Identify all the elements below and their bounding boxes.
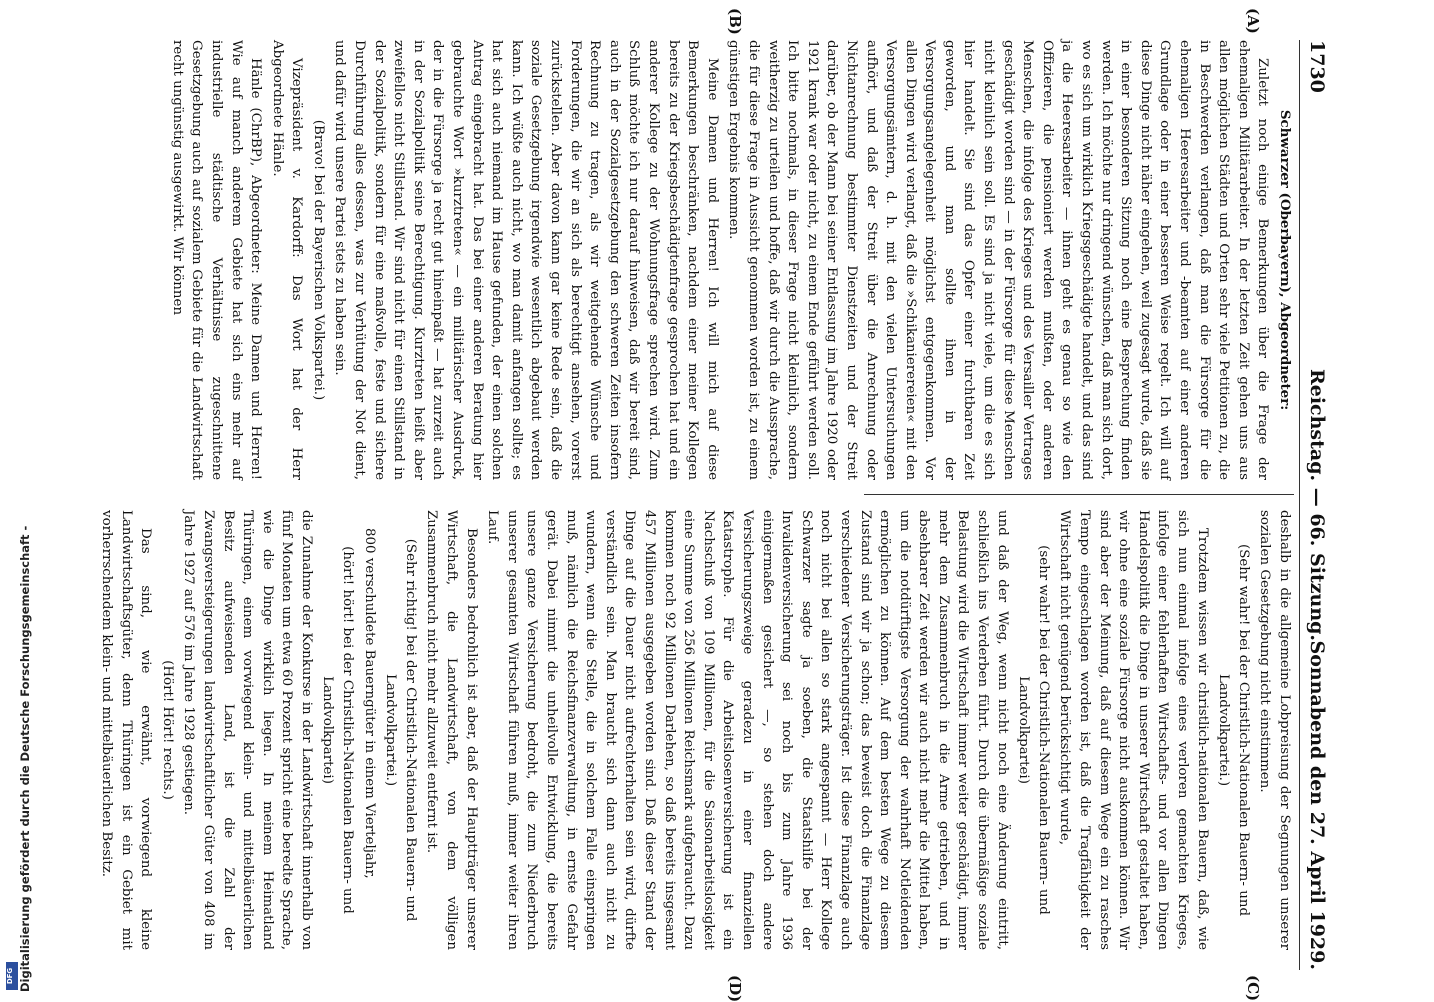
interjection: (Bravo! bei der Bayerischen Volkspartei.) [310, 119, 326, 401]
funding-credit: Digitalisierung gefördert durch die Deutsche Forschungsgemeinschaft - [18, 525, 32, 992]
paragraph: und daß der Weg, wenn nicht noch eine Änderung eintritt, schließlich ins Verderben führt. Durch die übermäßige soziale Belastung wird die Wirtschaft immer weiter geschädigt, immer mehr dem Zusammenbruch in die Arme getrieben, und in absehbarer Zeit werden wir auch nicht mehr die Mittel haben, um die notdürftigste Versorgung der wahrhaft Notleidenden ermöglichen zu können. Auf dem besten Wege zu diesem Zustand sind wir ja schon; das beweist doch die Finanzlage verschiedener Versicherungsträger. Ist diese Finanzlage auch noch nicht bei allen so stark angespannt — Herr Kollege Schwarzer sagte ja soeben, die Staatshilfe bei der Invalidenversicherung sei noch bis zum Jahre 1936 einigermaßen gesichert —, so stehen doch andere Versicherungszweige geradezu in einer finanziellen Katastrophe. Für die Arbeitslosenversicherung ist ein Nachschuß von 109 Millionen, für die Saisonarbeitslosigkeit eine Summe von 256 Millionen Reichsmark aufgebraucht. Dazu kommen noch 92 Millionen Darlehen, so daß bereits insgesamt 457 Millionen ausgegeben worden sind. Daß dieser Stand der Dinge auf die Dauer nicht aufrechterhalten sein wird, dürfte verständlich sein. Man braucht sich dann auch nicht zu wundern, wenn die Stelle, die in solchem Falle einspringen muß, nämlich die Reichsfinanzverwaltung, in ernste Gefahr gerät. Dabei nimmt die unheilvolle Entwicklung, die bereits unsere ganze Versicherung bedroht, die zum Niederbruch unserer gesamten Wirtschaft führen muß, immer weiter ihren Lauf. [485, 510, 1010, 950]
right-column [94, 510, 1294, 950]
page-header [1302, 40, 1328, 970]
interjection: (sehr wahr! bei der Christlich-Nationalen Bauern- und Landvolkpartei) [1016, 545, 1051, 915]
paragraph: Meine Damen und Herren! Ich will mich auf diese Bemerkungen beschränken, nachdem einer meiner Kollegen bereits zu der Kriegsbeschädigtenfrage gesprochen hat und ein anderer Kollege zu der Wohnungsfrage sprechen wird. Zum Schluß möchte ich nur darauf hinweisen, daß wir bereit sind, auch in der Sozialgesetzgebung den schweren Zeiten insofern Rechnung zu tragen, als wir weitgehende Wünsche und Forderungen, die wir an sich als berechtigt ansehen, vorerst zurückstellen. Aber davon kann gar keine Rede sein, daß die soziale Gesetzgebung irgendwie wesentlich abgebaut werden kann. Ich wüßte auch nicht, wo man damit anfangen sollte; es hat sich auch niemand im Hause gefunden, der einen solchen Antrag eingebracht hat. Das bei einer anderen Beratung hier gebrauchte Wort »kurztreten« — ein militärischer Ausdruck, der in die Fürsorge ja recht gut hineinpaßt — hat zurzeit auch in der Sozialpolitik seine Berechtigung. Kurztreten heißt aber zweifellos nicht Stillstand. Wir sind nicht für einen Stillstand in der Sozialpolitik, sondern für eine maßvolle, feste und sichere Durchführung alles dessen, was zur Verhütung der Not dient, und dafür wird unsere Partei stets zu haben sein. [332, 40, 720, 480]
interjection: (Hört! Hört! rechts.) [159, 660, 175, 800]
left-column [165, 40, 1294, 480]
paragraph: deshalb in die allgemeine Lobpreisung der Segnungen unserer sozialen Gesetzgebung nicht einstimmen. [1257, 510, 1292, 950]
margin-mark-c: (C) [1244, 975, 1262, 1002]
speaker-heading: Schwarzer (Oberbayern), Abgeordneter: [1277, 109, 1293, 411]
header-title: Reichstag. — 66. Sitzung. [1306, 368, 1328, 642]
president-remark: Vizepräsident v. Kardorff: Das Wort hat der Herr Abgeordnete Hänle. [269, 40, 305, 480]
paragraph: Zuletzt noch einige Bemerkungen über die Frage der ehemaligen Militärarbeiter. In der letzten Zeit gehen uns aus allen möglichen Städten und Orten sehr viele Petitionen zu, die in Beschwerden verlangen, daß man die Fürsorge für die ehemaligen Heeresarbeiter und -beamten auf einer anderen Grundlage oder in einer besseren Weise regelt. Ich will auf diese Dinge nicht näher eingehen, weil zugesagt wurde, daß sie in einer besonderen Sitzung noch eine Besprechung finden werden. Ich möchte nur dringend wünschen, daß man sich dort, wo es sich um wirklich Kriegsgeschädigte handelt, und das sind ja die Heeresarbeiter — ihnen geht es genau so wie den Offizieren, die pensioniert werden mußten, oder anderen Menschen, die infolge des Krieges und des Versailler Vertrages geschädigt worden sind — in der Fürsorge für diese Menschen nicht kleinlich sein soll. Es sind ja nicht viele, um die es sich hier handelt. Sie sind das Opfer einer furchtbaren Zeit geworden, und man sollte ihnen in der Versorgungsangelegenheit möglichst entgegenkommen. Vor allen Dingen wird verlangt, daß die »Schikanierereien« mit den Versorgungsämtern, d. h. mit den vielen Untersuchungen aufhört, und daß der Streit über die Anrechnung oder Nichtanrechnung bestimmter Dienstzeiten und der Streit darüber, ob der Mann bei seiner Entlassung im Jahre 1920 oder 1921 krank war oder nicht, zu einem Ende geführt werden soll. Ich bitte nochmals, in dieser Frage nicht kleinlich, sondern weitherzig zu urteilen und hoffe, daß wir durch die Aussprache, die für diese Frage in Aussicht genommen worden ist, zu einem günstigen Ergebnis kommen. [726, 40, 1271, 480]
header-date: Sonnabend den 27. April 1929. [1306, 640, 1328, 970]
margin-mark-b: (B) [726, 8, 744, 35]
paragraph: Trotzdem wissen wir christlich-nationalen Bauern, daß, wie sich nun einmal infolge eines verloren gemachten Krieges, infolge einer fehlerhaften Wirtschafts- und vor allen Dingen Handelspolitik die Dinge in unserer Wirtschaft gestaltet haben, wir ohne eine soziale Fürsorge nicht auskommen können. Wir sind aber der Meinung, daß auf diesem Wege ein zu rasches Tempo eingeschlagen worden ist, daß die Tragfähigkeit der Wirtschaft nicht genügend berücksichtigt wurde, [1057, 510, 1210, 950]
header-rule [1299, 40, 1300, 970]
paragraph: Das sind, wie erwähnt, vorwiegend kleine Landwirtschaftsgüter, denn Thüringen ist ein Gebiet mit vorherrschendem klein- und mittelbäuerlichen Besitz. [98, 510, 154, 950]
paragraph: die Zunahme der Konkurse in der Landwirtschaft innerhalb von fünf Monaten um etwa 60 Prozent spricht eine beredte Sprache, wie die Dinge wirklich liegen. In meinem Heimatland Thüringen, einem vorwiegend klein- und mittelbäuerlichen Besitz aufweisenden Land, ist die Zahl der Zwangsversteigerungen landwirtschaftlicher Güter von 408 im Jahre 1927 auf 576 im Jahre 1928 gestiegen. [181, 510, 314, 950]
interjection: (Sehr wahr! bei der Christlich-Nationalen Bauern- und Landvolkpartei.) [1216, 543, 1251, 917]
margin-mark-a: (A) [1244, 8, 1262, 34]
margin-mark-d: (D) [726, 975, 744, 1002]
page-number: 1730 [1306, 40, 1328, 93]
dfg-logo: DFG [6, 962, 18, 990]
interjection: (Sehr richtig! bei der Christlich-Nationalen Bauern- und Landvolkpartei.) [383, 538, 418, 922]
rotated-page [98, 0, 1334, 1002]
interjection: (hört! hört! bei der Christlich-Nationalen Bauern- und Landvolkpartei) [320, 546, 356, 914]
digitization-footer [4, 0, 32, 1000]
paragraph: 800 verschuldete Bauerngüter in einem Vierteljahr, [361, 528, 377, 879]
paragraph: Hänle (ChrBP), Abgeordneter: Meine Damen und Herren! Wie auf manch anderem Gebiete hat sich eins mehr auf industrielle städtische Verhältnisse zugeschnittene Gesetzgebung auch auf sozialem Gebiete für die Landwirtschaft recht ungünstig ausgewirkt. Wir können [169, 40, 264, 480]
paragraph: Besonders bedrohlich ist aber, daß der Hauptträger unserer Wirtschaft, die Landwirtschaft, von dem völligen Zusammenbruch nicht mehr allzuweit entfernt ist. [424, 510, 479, 950]
column-divider [864, 494, 1294, 495]
